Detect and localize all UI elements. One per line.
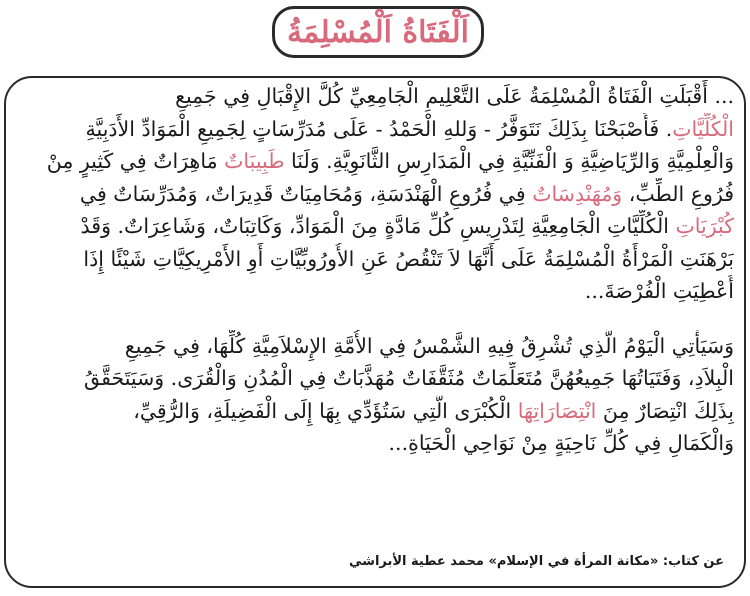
line-text: فُرُوعِ الطِّبِّ، [628, 181, 734, 206]
line-text: ... أَقْبَلَتِ الْفَتَاةُ الْمُسْلِمَةُ عَلَى التَّعْلِيمِ الْجَامِعِيِّ كُلَّ الإِقْبَالِ فِي جَمِيعِ [175, 84, 734, 108]
line-text: الْكُبْرَى الَّتِي سَتُؤَدِّي بِهَا إِلَى الْفَضِيلَةِ، وَالرُّقِيِّ، [133, 398, 512, 423]
line-text: الْكُلِّيَّاتِ الْجَامِعِيَّةِ لِتَدْرِيسِ كُلِّ مَادَّةٍ مِنَ الْمَوَادِّ، وَكَاتِبَاتٌ، وَشَاعِرَاتٌ. وَقَدْ [80, 214, 669, 238]
source-citation: عن كتاب: «مكانة المرأة في الإسلام» محمد عطية الأبراشي [349, 554, 724, 569]
text-line [18, 427, 734, 460]
highlighted-word: كُبْرَيَاتِ [675, 214, 734, 238]
text-line [18, 362, 734, 395]
text-line [18, 113, 734, 146]
text-line [18, 80, 734, 113]
line-text: أُعْطِيَتِ الْفُرْصَةَ... [584, 279, 734, 303]
line-text: فِي فُرُوعِ الْهَنْدَسَةِ، وَمُحَامِيَاتٌ قَدِيرَاتٌ، وَمُدَرِّسَاتٌ فِي [79, 181, 526, 206]
line-text: وَالْكَمَالِ فِي كُلِّ نَاحِيَةٍ مِنْ نَوَاحِي الْحَيَاةِ... [388, 431, 734, 455]
highlighted-word: وَمُهَنْدِسَاتٌ [532, 181, 623, 206]
text-line [18, 145, 734, 178]
paragraph-2 [18, 330, 734, 460]
highlighted-word: الْكُلِّيَّاتِ [672, 116, 734, 141]
line-text: بَرْهَنَتِ الْمَرْأَةُ الْمُسْلِمَةُ عَلَى أَنَّهَا لاَ تَنْقُصُ عَنِ الأُورُوبِّيَّاتِ أَوِ الأَمْرِيكِيَّاتِ شَيْئًا إِذَا [83, 246, 734, 271]
line-text: وَالْعِلْمِيَّةِ وَالرِّيَاضِيَّةِ وَ الْفَنِّيَّةِ فِي الْمَدَارِسِ الثَّانَوِيَّةِ. وَلَنَا [291, 149, 734, 173]
line-text: وَسَيَأْتِي الْيَوْمُ الَّذِي تُشْرِقُ فِيهِ الشَّمْسُ فِي الأُمَّةِ الإِسْلاَمِيَّةِ كُلِّهَا، فِي جَمِيعِ [124, 333, 734, 358]
line-text: بِذَلِكَ انْتِصَارٌ مِنَ [602, 398, 734, 423]
line-text: مَاهِرَاتٌ فِي كَثِيرٍ مِنْ [46, 149, 218, 173]
highlighted-word: انْتِصَارَاتِهَا [517, 398, 597, 423]
paragraph-1 [18, 80, 734, 308]
line-text: . فَأَصْبَحْنَا بِذَلِكَ نَتَوَفَّرُ - وَللهِ الْحَمْدُ - عَلَى مُدَرِّسَاتٍ لِجَمِيعِ الْمَوَادِّ الأَدَبِيَّةِ [85, 116, 673, 141]
title-box [272, 6, 484, 58]
text-line [18, 275, 734, 308]
line-text: الْبِلاَدِ، وَفَتَيَاتُهَا جَمِيعُهُنَّ مُتَعَلِّمَاتٌ مُثَقَّفَاتٌ مُهَذَّبَاتٌ فِي الْمُدُنِ وَالْقُرَى. وَسَيَتَحَقَّقُ [84, 366, 734, 390]
text-line [18, 178, 734, 211]
highlighted-word: طَبِيبَاتٌ [224, 149, 285, 173]
page-title: اَلْفَتَاةُ اَلْمُسْلِمَةُ [287, 14, 469, 50]
text-line [18, 330, 734, 363]
text-line [18, 210, 734, 243]
text-line [18, 395, 734, 428]
text-line [18, 243, 734, 276]
article-body [18, 80, 734, 460]
